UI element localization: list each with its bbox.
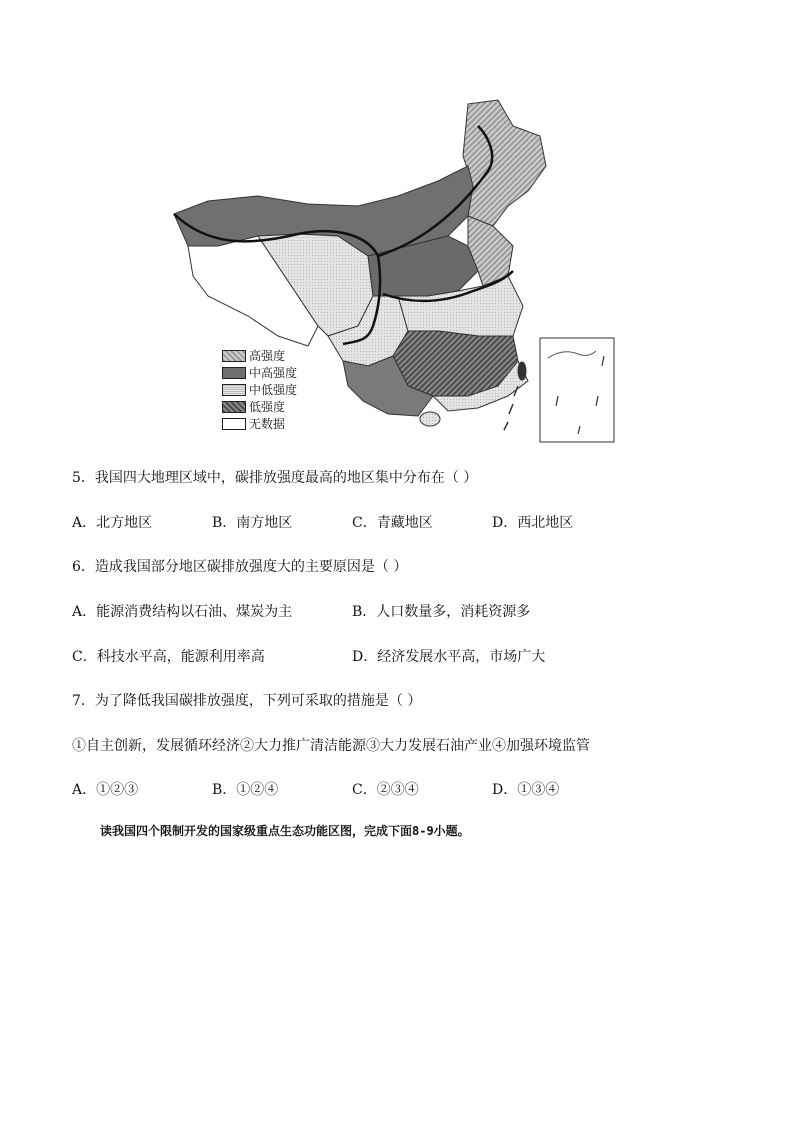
region-taiwan — [518, 362, 526, 380]
option-d[interactable]: D．西北地区 — [492, 515, 574, 531]
legend-label: 中低强度 — [249, 382, 298, 397]
option-c[interactable]: C．科技水平高，能源利用率高 — [72, 649, 265, 665]
legend-label: 中高强度 — [249, 365, 298, 380]
region-hainan — [420, 412, 440, 426]
option-a[interactable]: A．能源消费结构以石油、煤炭为主 — [72, 604, 293, 620]
option-b[interactable]: B．南方地区 — [212, 515, 293, 531]
option-a[interactable]: A．北方地区 — [72, 515, 153, 531]
legend-label: 无数据 — [249, 416, 286, 431]
option-a[interactable]: A．①②③ — [72, 782, 139, 798]
option-b[interactable]: B．人口数量多，消耗资源多 — [352, 604, 531, 620]
option-d[interactable]: D．经济发展水平高，市场广大 — [352, 649, 546, 665]
option-c[interactable]: C．青藏地区 — [352, 515, 433, 531]
legend-label: 高强度 — [249, 348, 286, 363]
map-legend — [222, 347, 322, 432]
legend-item — [222, 364, 322, 381]
legend-swatch-none — [222, 418, 246, 430]
legend-item — [222, 398, 322, 415]
question-5-stem: 5．我国四大地理区域中，碳排放强度最高的地区集中分布在（ ） — [72, 470, 478, 486]
option-c[interactable]: C．②③④ — [352, 782, 419, 798]
legend-swatch-high — [222, 350, 246, 362]
legend-item — [222, 415, 322, 432]
legend-item — [222, 347, 322, 364]
legend-label: 低强度 — [249, 399, 286, 414]
reading-instruction: 读我国四个限制开发的国家级重点生态功能区图，完成下面8-9小题。 — [100, 824, 470, 838]
legend-swatch-midhigh — [222, 367, 246, 379]
legend-swatch-low — [222, 401, 246, 413]
question-7-statement: ①自主创新，发展循环经济②大力推广清洁能源③大力发展石油产业④加强环境监管 — [72, 738, 590, 754]
region-northeast — [463, 100, 546, 226]
legend-item — [222, 381, 322, 398]
option-b[interactable]: B．①②④ — [212, 782, 279, 798]
legend-swatch-midlow — [222, 384, 246, 396]
option-d[interactable]: D．①③④ — [492, 782, 560, 798]
question-7-stem: 7．为了降低我国碳排放强度，下列可采取的措施是（ ） — [72, 693, 422, 709]
question-6-stem: 6．造成我国部分地区碳排放强度大的主要原因是（ ） — [72, 559, 408, 575]
